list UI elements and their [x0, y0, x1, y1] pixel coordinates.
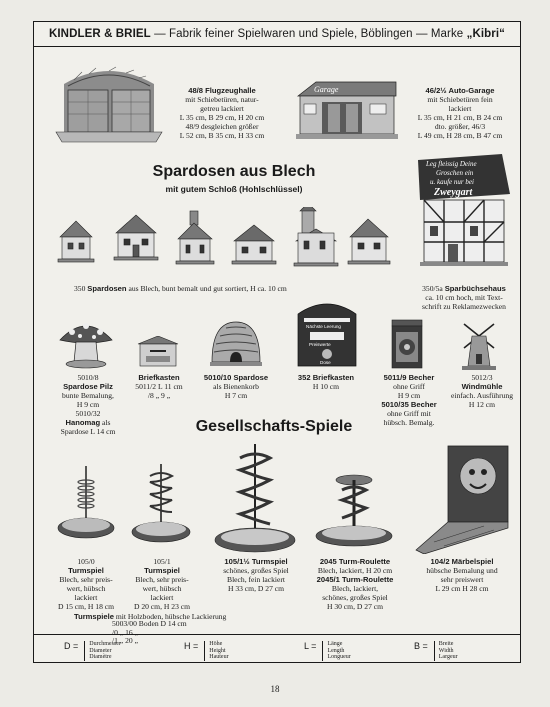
- pilz-title: Spardose Pilz: [63, 382, 113, 391]
- game-number: 105/0: [77, 557, 95, 566]
- sparhaus-line: schrift zu Reklamezwecken: [422, 302, 506, 311]
- beehive-bank-illustration: [208, 318, 264, 368]
- legend-value: Width: [438, 647, 454, 654]
- chapel-bank-icon: [176, 211, 214, 264]
- legend-value: Höhe: [209, 641, 223, 647]
- game-105-1half-caption: [206, 557, 306, 593]
- tower-roulette-illustration: [312, 466, 396, 548]
- becher-line: hübsch. Bemalg.: [383, 418, 435, 427]
- pilz-line: Spardose L 14 cm: [60, 427, 116, 436]
- tower-game-small-illustration: [56, 462, 116, 542]
- marble-game-illustration: [414, 442, 512, 554]
- becher-line: ohne Griff: [393, 382, 425, 391]
- hanomag-number: 5010/32: [75, 409, 101, 418]
- game-line: H 33 cm, D 27 cm: [227, 584, 285, 593]
- house-bank-icon: [114, 215, 158, 260]
- page-number: 18: [270, 684, 280, 694]
- legend-value: Largeur: [438, 654, 458, 661]
- windmuehle-line: einfach. Ausführung: [451, 391, 513, 400]
- hangar-illustration: [54, 62, 166, 146]
- pilz-line: H 9 cm: [76, 400, 100, 409]
- hangar-line: L 35 cm, B 29 cm, H 20 cm: [179, 113, 265, 122]
- turmspiele-line: /1 „ 20 „: [112, 636, 138, 645]
- church-bank-icon: [294, 207, 338, 266]
- turmspiele-line: /0 „ 16 „: [112, 627, 138, 637]
- legend-entry: [414, 641, 458, 661]
- becher-title: 5011/9 Becher: [383, 373, 435, 382]
- hangar-line: getreu lackiert: [200, 104, 244, 113]
- legend-value: Length: [327, 647, 345, 654]
- game-line: hübsche Bemalung und: [426, 566, 498, 575]
- hangar-caption: [174, 86, 270, 140]
- spardosen-heading: Spardosen aus Blech: [152, 163, 316, 180]
- bienenkorb-line: als Bienenkorb: [213, 382, 259, 391]
- abbreviation-legend: [34, 634, 520, 663]
- garage-line: mit Schiebetüren fein: [427, 95, 493, 104]
- game-title: Turmspiel: [68, 566, 104, 575]
- marble-game-caption: [410, 557, 514, 593]
- game-line: Blech, lackiert, H 20 cm: [317, 566, 393, 575]
- spardosen-number: 350: [74, 284, 86, 293]
- game-line: Blech, sehr preis-: [135, 575, 189, 584]
- briefkasten-title: Briefkasten: [138, 373, 180, 382]
- legend-value: Diameter: [89, 647, 112, 654]
- brand-mark: „Kibri“: [466, 28, 506, 40]
- garage-illustration: [296, 78, 400, 140]
- hangar-line: 48/9 desgleichen größer: [185, 122, 259, 131]
- game-line: lackiert: [74, 593, 98, 602]
- game-line: D 20 cm, H 23 cm: [133, 602, 191, 611]
- pilz-line: bunte Bemalung,: [62, 391, 114, 400]
- page-header: [34, 22, 520, 47]
- game-line: wert, hübsch: [66, 584, 106, 593]
- game-105-1-caption: [124, 557, 200, 611]
- game-number: 105/1: [153, 557, 171, 566]
- garage-caption: [406, 86, 514, 140]
- cup-bank-illustration: [388, 318, 426, 372]
- legend-key: B =: [414, 641, 428, 651]
- windmuehle-number: 5012/3: [471, 373, 493, 382]
- game-title: 105/1½ Turmspiel: [224, 557, 288, 566]
- sparhaus-sign-line: u. kaufe nur bei: [430, 178, 474, 186]
- windmill-bank-illustration: [454, 318, 504, 372]
- becher-line: ohne Griff mit: [387, 409, 431, 418]
- becher-title: 5010/35 Becher: [381, 400, 437, 409]
- legend-key: H =: [184, 641, 199, 651]
- sparhaus-line: ca. 10 cm hoch, mit Text-: [425, 293, 503, 302]
- game-title: 104/2 Märbelspiel: [430, 557, 494, 566]
- game-105-0-caption: [46, 557, 126, 611]
- postbox-sign-line: Dose: [320, 360, 331, 365]
- game-line: Blech, fein lackiert: [227, 575, 285, 584]
- house-banks-illustration: [56, 207, 396, 277]
- hanomag-title: Hanomag: [65, 418, 101, 427]
- turmspiele-line: 5003/00 Boden D 14 cm: [112, 619, 187, 628]
- house-bank-icon: [348, 219, 390, 264]
- pilz-number: 5010/8: [77, 373, 99, 382]
- legend-value: Height: [209, 647, 226, 654]
- garage-title: 46/2½ Auto-Garage: [425, 86, 495, 95]
- hangar-line: L 52 cm, B 35 cm, H 33 cm: [179, 131, 265, 140]
- legend-value: Länge: [327, 641, 343, 647]
- game-title: 2045/1 Turm-Roulette: [316, 575, 394, 584]
- becher-line: H 9 cm: [397, 391, 421, 400]
- turmspiele-line: mit Holzboden, hübsche Lackierung: [115, 612, 227, 621]
- spardosen-label: Spardosen: [87, 284, 127, 293]
- garage-line: dto. größer, 46/3: [434, 122, 486, 131]
- tower-game-medium-illustration: [130, 462, 192, 546]
- hangar-title: 48/8 Flugzeughalle: [188, 86, 256, 95]
- briefkasten352-title: 352 Briefkasten: [297, 373, 355, 382]
- bienenkorb-title: 5010/10 Spardose: [203, 373, 269, 382]
- garage-line: L 49 cm, H 28 cm, B 47 cm: [417, 131, 503, 140]
- hangar-line: mit Schiebetüren, natur-: [185, 95, 259, 104]
- bienenkorb-line: H 7 cm: [224, 391, 248, 400]
- game-line: Blech, sehr preis-: [59, 575, 113, 584]
- briefkasten352-line: H 10 cm: [312, 382, 340, 391]
- brand-name: KINDLER & BRIEL: [48, 28, 151, 40]
- sparhaus-sign-line: Zweygart: [434, 187, 473, 198]
- sparhaus-title: Sparbüchsehaus: [444, 284, 506, 293]
- postbox-bank-illustration: [294, 298, 360, 370]
- house-bank-icon: [232, 225, 276, 264]
- briefkasten-caption: [126, 373, 192, 400]
- game-line: sehr preiswert: [440, 575, 484, 584]
- game-line: L 29 cm H 28 cm: [435, 584, 489, 593]
- legend-key: D =: [64, 641, 79, 651]
- turmspiele-title: Turmspiele: [74, 612, 114, 621]
- game-line: D 15 cm, H 18 cm: [57, 602, 115, 611]
- postbox-sign-line: Preiswerte: [309, 342, 331, 347]
- sparhaus-caption: [408, 284, 520, 311]
- mushroom-bank-illustration: [58, 318, 114, 370]
- spardosen-subheading: mit gutem Schloß (Hohlschlüssel): [165, 184, 303, 194]
- briefkasten-line: /8 „ 9 „: [147, 391, 171, 400]
- game-line: Blech, lackiert,: [331, 584, 379, 593]
- sparhaus-sign-line: Groschen ein: [436, 169, 474, 177]
- legend-value: Durchmesser: [89, 641, 121, 647]
- letterbox-illustration: [136, 336, 180, 370]
- postbox-sign-line: Nächste Leerung: [306, 324, 341, 329]
- house-bank-icon: [58, 221, 94, 262]
- sparhaus-number: 350/5a: [422, 284, 443, 293]
- game-line: lackiert: [150, 593, 174, 602]
- spiele-heading: Gesellschafts-Spiele: [195, 418, 353, 435]
- pilz-caption: [48, 373, 128, 436]
- windmuehle-caption: [444, 373, 520, 409]
- legend-value: Longueur: [327, 654, 351, 661]
- roulette-caption: [304, 557, 406, 611]
- legend-value: Diamètre: [89, 654, 112, 661]
- pilz-line: als: [102, 418, 111, 427]
- sparhaus-illustration: [416, 152, 512, 274]
- windmuehle-line: H 12 cm: [468, 400, 496, 409]
- sparhaus-sign-line: Leg fleissig Deine: [426, 160, 477, 168]
- catalog-page: [33, 21, 521, 663]
- garage-line: L 35 cm, H 21 cm, B 24 cm: [417, 113, 503, 122]
- game-line: schönes, großes Spiel: [223, 566, 289, 575]
- garage-sign: Garage: [314, 85, 339, 94]
- legend-entry: [304, 641, 351, 661]
- game-title: 2045 Turm-Roulette: [319, 557, 391, 566]
- legend-value: Breite: [438, 641, 454, 647]
- game-line: wert, hübsch: [142, 584, 182, 593]
- briefkasten352-caption: [286, 373, 366, 391]
- game-line: schönes, großes Spiel: [322, 593, 388, 602]
- spardosen-desc: aus Blech, bunt bemalt und gut sortiert, H ca. 10 cm: [128, 284, 287, 293]
- windmuehle-title: Windmühle: [461, 382, 503, 391]
- turmspiele-size-lines: [112, 620, 272, 646]
- legend-value: Hauteur: [209, 654, 229, 661]
- game-title: Turmspiel: [144, 566, 180, 575]
- header-tagline: — Fabrik feiner Spielwaren und Spiele, Böblingen — Marke: [154, 28, 464, 40]
- legend-key: L =: [304, 641, 317, 651]
- bienenkorb-caption: [194, 373, 278, 400]
- game-line: H 30 cm, D 27 cm: [326, 602, 384, 611]
- spardosen-caption: [74, 284, 394, 293]
- briefkasten-line: 5011/2 L 11 cm: [135, 382, 183, 391]
- garage-line: lackiert: [448, 104, 472, 113]
- tower-game-large-illustration: [212, 442, 298, 554]
